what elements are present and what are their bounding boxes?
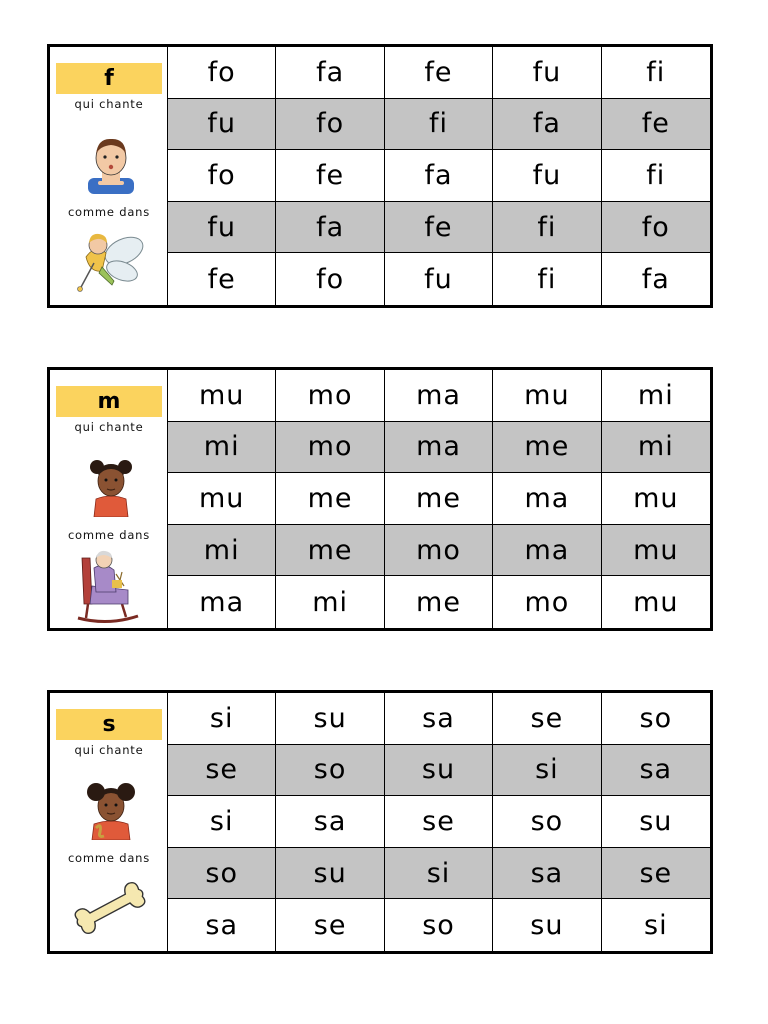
syllable-cell: si [493,745,601,797]
syllable-cell: sa [385,693,493,745]
syllable-grid [168,693,710,951]
bone-icon [72,869,148,947]
syllable-cell: si [168,796,276,848]
syllable-cell: fe [385,47,493,99]
syllable-cell: mi [168,422,276,474]
syllable-cell: fa [385,150,493,202]
syllable-cell: so [385,899,493,951]
syllable-card-s [47,690,713,954]
card-sidebar [50,693,168,951]
syllable-cell: fu [385,253,493,305]
syllable-cell: mo [385,525,493,577]
comme-dans-label: comme dans [67,851,151,865]
syllable-cell: mo [493,576,601,628]
syllable-cell: fo [168,150,276,202]
syllable-card-m [47,367,713,631]
syllable-cell: mu [602,473,710,525]
syllable-cell: mi [276,576,384,628]
syllable-cell: su [493,899,601,951]
syllable-cell: so [602,693,710,745]
syllable-cell: sa [602,745,710,797]
syllable-cell: ma [385,370,493,422]
card-sidebar [50,370,168,628]
syllable-card-f [47,44,713,308]
syllable-cell: me [276,473,384,525]
syllable-cell: fi [602,150,710,202]
syllable-cell: mi [168,525,276,577]
grandmother-rocking-chair-icon [72,546,148,624]
syllable-cell: sa [276,796,384,848]
syllable-cell: so [276,745,384,797]
syllable-cell: fe [168,253,276,305]
syllable-cell: mu [493,370,601,422]
syllable-cell: se [493,693,601,745]
syllable-cell: mu [602,525,710,577]
syllable-cell: ma [385,422,493,474]
syllable-cell: fu [493,47,601,99]
qui-chante-label: qui chante [74,420,144,434]
syllable-cell: mi [602,370,710,422]
syllable-cell: se [168,745,276,797]
syllable-cell: fi [385,99,493,151]
letter-label: m [56,386,162,417]
syllable-cell: me [276,525,384,577]
syllable-cell: si [644,909,668,941]
syllable-cell: fa [276,202,384,254]
syllable-cell: su [276,693,384,745]
syllable-cell: ma [168,576,276,628]
syllable-cell: me [385,576,493,628]
syllable-cell: fo [276,99,384,151]
syllable-cell: so [493,796,601,848]
letter-label: s [56,709,162,740]
syllable-cell: se [276,899,384,951]
syllable-cell: mo [276,422,384,474]
syllable-cell: me [385,473,493,525]
qui-chante-label: qui chante [74,97,144,111]
syllable-cell: fe [276,150,384,202]
syllable-cell: mu [168,370,276,422]
syllable-cell: fe [602,99,710,151]
syllable-grid [168,47,710,305]
syllable-cell: si [385,848,493,900]
syllable-cell: sa [493,848,601,900]
syllable-cell: fa [641,263,670,295]
syllable-cell: mu [633,586,679,618]
syllable-cell: me [493,422,601,474]
girl-humming-icon [80,455,142,517]
comme-dans-label: comme dans [67,205,151,219]
syllable-cell: fu [493,150,601,202]
syllable-cell: fa [276,47,384,99]
syllable-cell: fu [168,99,276,151]
syllable-grid [168,370,710,628]
syllable-cell: se [602,848,710,900]
syllable-cell: ma [493,525,601,577]
syllable-cell: so [168,848,276,900]
girl-with-snake-icon [80,778,142,840]
fairy-icon [72,223,148,301]
syllable-cell: sa [168,899,276,951]
syllable-cell: fo [602,202,710,254]
card-sidebar [50,47,168,305]
syllable-cell: fu [168,202,276,254]
syllable-cell: fi [493,202,601,254]
boy-blowing-icon [80,132,142,194]
syllable-cell: fi [493,253,601,305]
syllable-cell: ma [493,473,601,525]
letter-label: f [56,63,162,94]
syllable-cell: mi [602,422,710,474]
qui-chante-label: qui chante [74,743,144,757]
syllable-cell: si [168,693,276,745]
comme-dans-label: comme dans [67,528,151,542]
syllable-cell: se [385,796,493,848]
syllable-cell: su [385,745,493,797]
syllable-cell: fo [168,47,276,99]
syllable-cell: mo [276,370,384,422]
syllable-cell: fo [276,253,384,305]
syllable-cell: su [276,848,384,900]
syllable-cell: fi [602,47,710,99]
syllable-cell: fa [493,99,601,151]
syllable-cell: fe [385,202,493,254]
syllable-cell: mu [168,473,276,525]
syllable-cell: su [602,796,710,848]
